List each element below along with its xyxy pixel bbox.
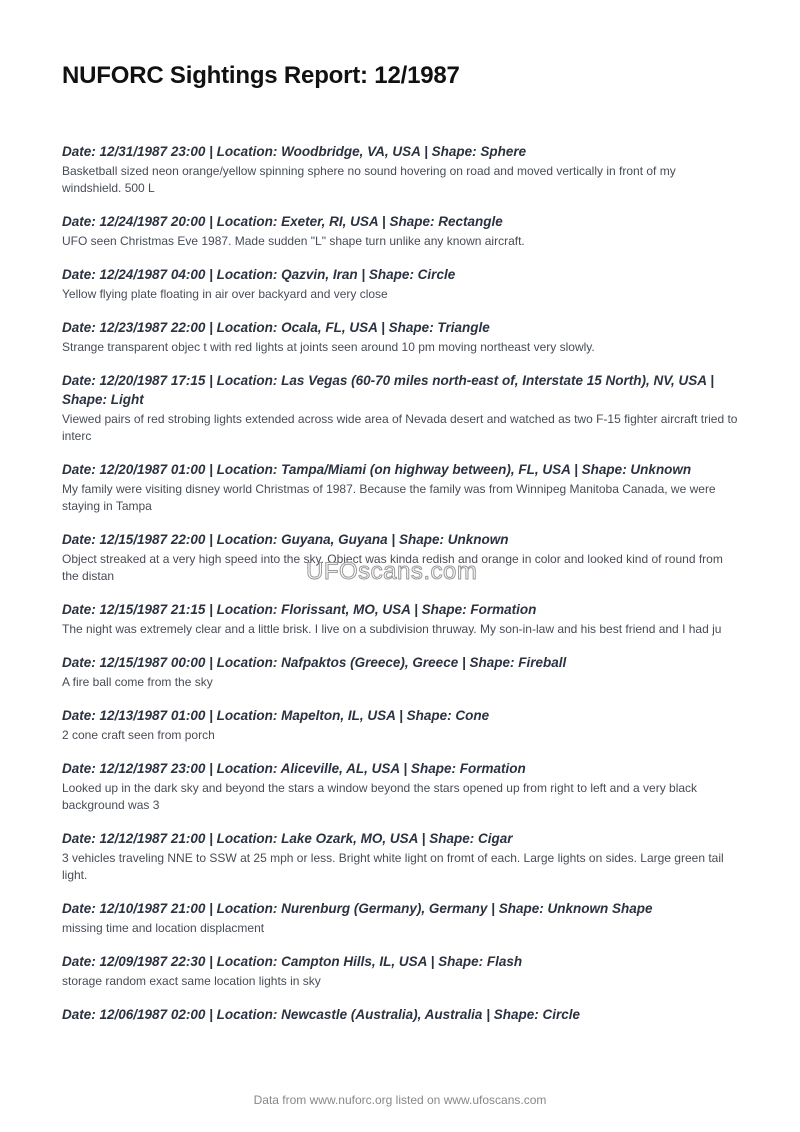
- sighting-entry: [62, 653, 738, 691]
- sighting-description: UFO seen Christmas Eve 1987. Made sudden "L" shape turn unlike any known aircraft.: [62, 234, 525, 248]
- sighting-heading: Date: 12/12/1987 23:00 | Location: Aliceville, AL, USA | Shape: Formation: [62, 761, 526, 776]
- sighting-heading: Date: 12/06/1987 02:00 | Location: Newcastle (Australia), Australia | Shape: Circle: [62, 1007, 581, 1022]
- sighting-entry: [62, 759, 738, 814]
- sighting-description: 3 vehicles traveling NNE to SSW at 25 mph or less. Bright white light on fromt of each. Large lights on sides. Large green tail light.: [62, 851, 724, 882]
- sighting-heading: Date: 12/12/1987 21:00 | Location: Lake Ozark, MO, USA | Shape: Cigar: [62, 831, 513, 846]
- sighting-heading: Date: 12/31/1987 23:00 | Location: Woodbridge, VA, USA | Shape: Sphere: [62, 144, 527, 159]
- sighting-description: Looked up in the dark sky and beyond the stars a window beyond the stars opened up from right to left and a very black background was 3: [62, 781, 698, 812]
- sighting-entry: [62, 318, 738, 356]
- sighting-entry: [62, 371, 738, 445]
- footer-credit: Data from www.nuforc.org listed on www.ufoscans.com: [253, 1093, 547, 1107]
- sighting-description: Object streaked at a very high speed into the sky. Object was kinda redish and orange in color and looked kind of round from the distan: [62, 552, 723, 583]
- sighting-entry: [62, 706, 738, 744]
- sighting-heading: Date: 12/09/1987 22:30 | Location: Campton Hills, IL, USA | Shape: Flash: [62, 954, 523, 969]
- sighting-heading: Date: 12/15/1987 00:00 | Location: Nafpaktos (Greece), Greece | Shape: Fireball: [62, 655, 567, 670]
- sighting-heading: Date: 12/10/1987 21:00 | Location: Nurenburg (Germany), Germany | Shape: Unknown Shape: [62, 901, 653, 916]
- sighting-description: Yellow flying plate floating in air over backyard and very close: [62, 287, 388, 301]
- sighting-heading: Date: 12/24/1987 04:00 | Location: Qazvin, Iran | Shape: Circle: [62, 267, 456, 282]
- sighting-heading: Date: 12/20/1987 17:15 | Location: Las Vegas (60-70 miles north-east of, Interstate 15 North), NV, USA | Shape: Light: [62, 373, 715, 407]
- sighting-entry: [62, 460, 738, 515]
- sighting-heading: Date: 12/15/1987 22:00 | Location: Guyana, Guyana | Shape: Unknown: [62, 532, 509, 547]
- sighting-entry: [62, 265, 738, 303]
- sighting-entry: [62, 952, 738, 990]
- sightings-list: [62, 142, 738, 1039]
- sighting-entry: [62, 899, 738, 937]
- sighting-heading: Date: 12/13/1987 01:00 | Location: Mapelton, IL, USA | Shape: Cone: [62, 708, 490, 723]
- sighting-description: A fire ball come from the sky: [62, 675, 213, 689]
- sighting-entry: [62, 829, 738, 884]
- sighting-heading: Date: 12/15/1987 21:15 | Location: Florissant, MO, USA | Shape: Formation: [62, 602, 537, 617]
- sighting-description: 2 cone craft seen from porch: [62, 728, 215, 742]
- sighting-heading: Date: 12/20/1987 01:00 | Location: Tampa/Miami (on highway between), FL, USA | Shape: Unknown: [62, 462, 692, 477]
- sighting-description: My family were visiting disney world Christmas of 1987. Because the family was from Winnipeg Manitoba Canada, we were staying in Tampa: [62, 482, 716, 513]
- sighting-entry: [62, 142, 738, 197]
- sighting-heading: Date: 12/23/1987 22:00 | Location: Ocala, FL, USA | Shape: Triangle: [62, 320, 490, 335]
- sighting-description: storage random exact same location lights in sky: [62, 974, 321, 988]
- sighting-heading: Date: 12/24/1987 20:00 | Location: Exeter, RI, USA | Shape: Rectangle: [62, 214, 503, 229]
- sighting-description: The night was extremely clear and a little brisk. I live on a subdivision thruway. My son-in-law and his best friend and I had ju: [62, 622, 722, 636]
- sighting-description: Viewed pairs of red strobing lights extended across wide area of Nevada desert and watched as two F-15 fighter aircraft tried to interc: [62, 412, 738, 443]
- sighting-description: Strange transparent objec t with red lights at joints seen around 10 pm moving northeast very slowly.: [62, 340, 595, 354]
- watermark: UFOscans.com: [306, 558, 478, 585]
- page-title: NUFORC Sightings Report: 12/1987: [62, 62, 460, 89]
- sighting-entry: [62, 1005, 738, 1024]
- sighting-description: Basketball sized neon orange/yellow spinning sphere no sound hovering on road and moved vertically in front of my windshield. 500 L: [62, 164, 676, 195]
- sighting-entry: [62, 212, 738, 250]
- sighting-description: missing time and location displacment: [62, 921, 265, 935]
- sighting-entry: [62, 600, 738, 638]
